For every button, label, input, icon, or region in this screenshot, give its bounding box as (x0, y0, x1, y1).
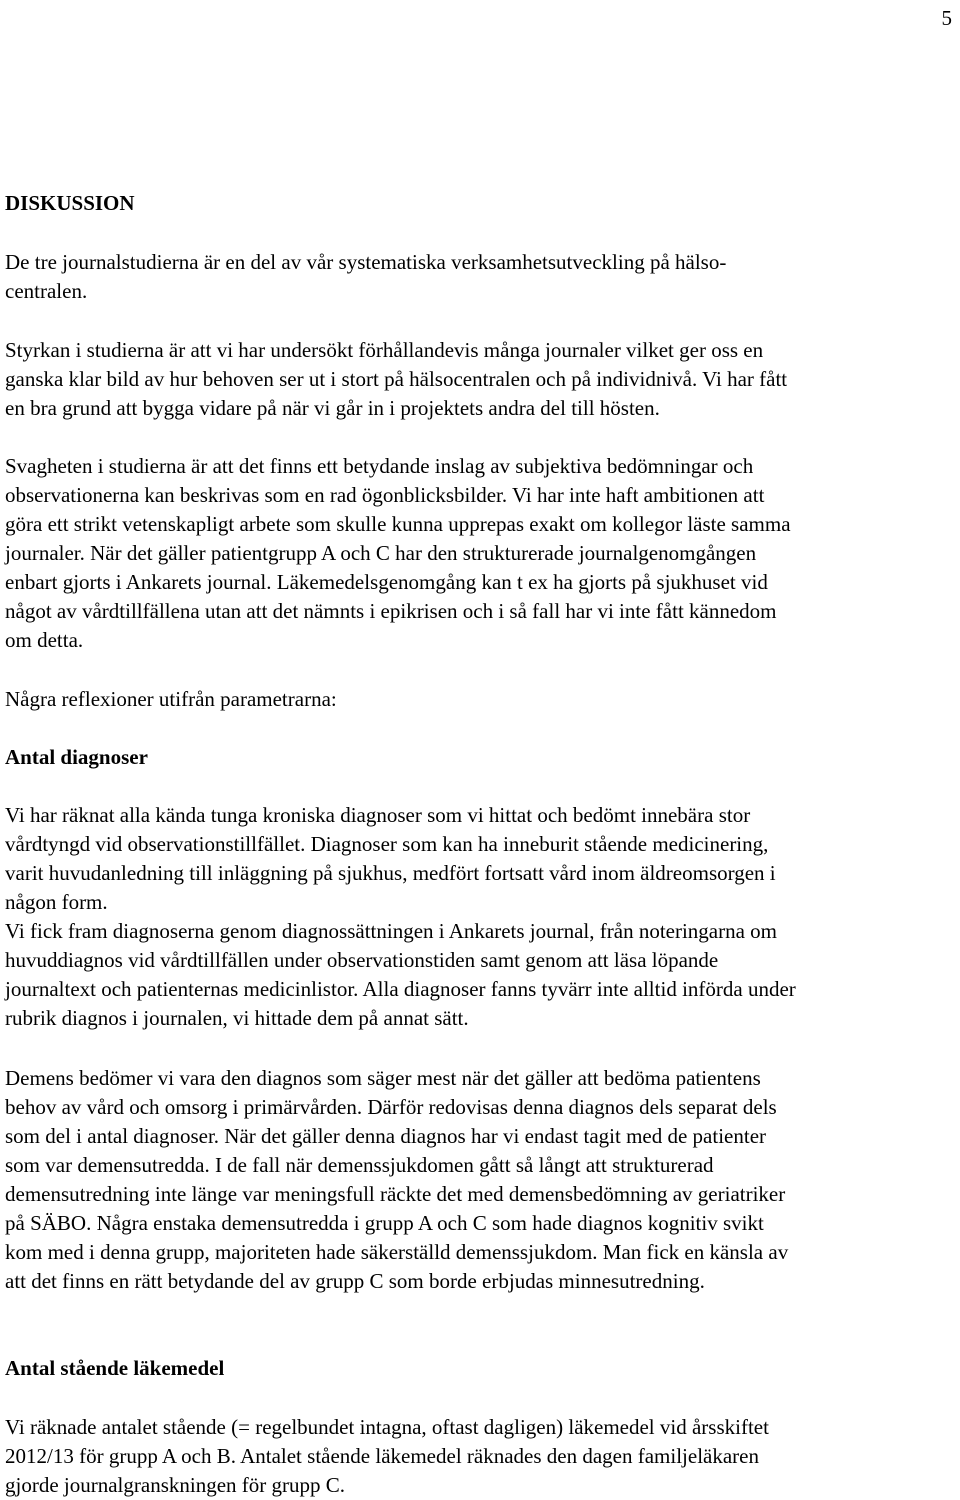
section-heading-diskussion: DISKUSSION (5, 191, 135, 215)
text-line: huvuddiagnos vid vårdtillfällen under observationstiden samt genom att läsa löpande (5, 948, 719, 972)
text-line: Styrkan i studierna är att vi har undersökt förhållandevis många journaler vilket ger oss en (5, 338, 764, 362)
text-line: Demens bedömer vi vara den diagnos som säger mest när det gäller att bedöma patientens (5, 1066, 761, 1090)
text-line: journaltext och patienternas medicinlistor. Alla diagnoser fanns tyvärr inte alltid införda under (5, 977, 796, 1001)
text-line: vårdtyngd vid observationstillfället. Diagnoser som kan ha inneburit stående medicinering, (5, 832, 769, 856)
text-line: rubrik diagnos i journalen, vi hittade dem på annat sätt. (5, 1006, 469, 1030)
text-line: som var demensutredda. I de fall när demenssjukdomen gått så långt att strukturerad (5, 1153, 714, 1177)
text-line: enbart gjorts i Ankarets journal. Läkemedelsgenomgång kan t ex ha gjorts på sjukhuset vid (5, 570, 768, 594)
text-line: göra ett strikt vetenskapligt arbete som skulle kunna upprepas exakt om kollegor läste samma (5, 512, 791, 536)
text-line: 2012/13 för grupp A och B. Antalet stående läkemedel räknades den dagen familjeläkaren (5, 1444, 760, 1468)
text-line: Vi fick fram diagnoserna genom diagnossättningen i Ankarets journal, från noteringarna om (5, 919, 778, 943)
text-line: varit huvudanledning till inläggning på sjukhus, medfört fortsatt vård inom äldreomsorgen i (5, 861, 776, 885)
text-line: centralen. (5, 279, 88, 303)
text-line: att det finns en rätt betydande del av grupp C som borde erbjudas minnesutredning. (5, 1269, 705, 1293)
text-line: De tre journalstudierna är en del av vår systematiska verksamhetsutveckling på hälso- (5, 250, 727, 274)
text-line: om detta. (5, 628, 84, 652)
text-line: observationerna kan beskrivas som en rad ögonblicksbilder. Vi har inte haft ambitionen att (5, 483, 765, 507)
text-line: behov av vård och omsorg i primärvården. Därför redovisas denna diagnos dels separat dels (5, 1095, 777, 1119)
text-line: ganska klar bild av hur behoven ser ut i stort på hälsocentralen och på individnivå. Vi har fått (5, 367, 788, 391)
section-heading-antal-staende-lakemedel: Antal stående läkemedel (5, 1356, 225, 1380)
text-line: demensutredning inte länge var meningsfull räckte det med demensbedömning av geriatriker (5, 1182, 786, 1206)
text-line: Vi räknade antalet stående (= regelbundet intagna, oftast dagligen) läkemedel vid årsskiftet (5, 1415, 769, 1439)
text-line: kom med i denna grupp, majoriteten hade säkerställd demenssjukdom. Man fick en känsla av (5, 1240, 789, 1264)
reflections-intro: Några reflexioner utifrån parametrarna: (5, 687, 337, 711)
text-line: som del i antal diagnoser. När det gäller denna diagnos har vi endast tagit med de patienter (5, 1124, 767, 1148)
text-line: journaler. När det gäller patientgrupp A och C har den strukturerade journalgenomgången (5, 541, 757, 565)
text-line: Svagheten i studierna är att det finns ett betydande inslag av subjektiva bedömningar och (5, 454, 754, 478)
text-line: gjorde journalgranskningen för grupp C. (5, 1473, 346, 1497)
text-line: en bra grund att bygga vidare på när vi går in i projektets andra del till hösten. (5, 396, 660, 420)
text-line: Vi har räknat alla kända tunga kroniska diagnoser som vi hittat och bedömt innebära stor (5, 803, 751, 827)
text-line: någon form. (5, 890, 108, 914)
text-line: något av vårdtillfällena utan att det nämnts i epikrisen och i så fall har vi inte fått kännedom (5, 599, 777, 623)
page-number: 5 (941, 6, 952, 30)
section-heading-antal-diagnoser: Antal diagnoser (5, 745, 148, 769)
text-line: på SÄBO. Några enstaka demensutredda i grupp A och C som hade diagnos kognitiv svikt (5, 1211, 764, 1235)
